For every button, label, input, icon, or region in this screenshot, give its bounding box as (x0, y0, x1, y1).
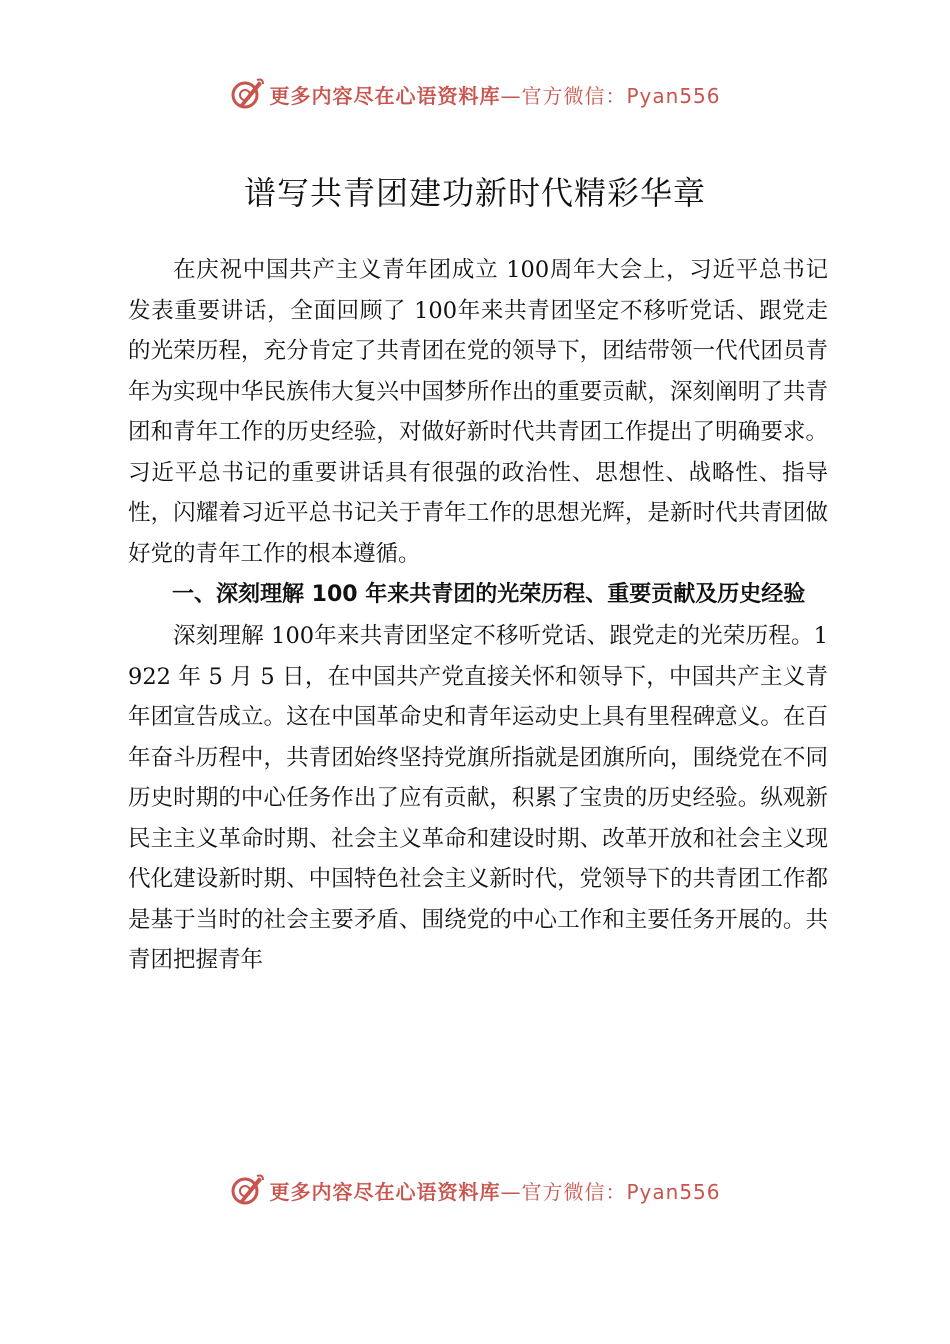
watermark-wechat-id: Pyan556 (626, 83, 721, 108)
watermark-site-name: 更多内容尽在心语资料库 (269, 83, 501, 108)
watermark-wechat-label: 官方微信： (521, 1179, 627, 1204)
watermark-site-name: 更多内容尽在心语资料库 (269, 1179, 501, 1204)
pen-logo-icon (229, 76, 265, 112)
watermark-text (269, 1176, 720, 1205)
document-body (128, 250, 828, 981)
watermark-text (269, 80, 720, 109)
watermark-separator: — (500, 1179, 522, 1204)
watermark-separator: — (500, 83, 522, 108)
page-title: 谱写共青团建功新时代精彩华章 (243, 174, 706, 212)
intro-paragraph: 在庆祝中国共产主义青年团成立 100周年大会上，习近平总书记发表重要讲话，全面回顾了 100年来共青团坚定不移听党话、跟党走的光荣历程，充分肯定了共青团在党的领导下，团结带领一代代团员青年为实现中华民族伟大复兴中国梦所作出的重要贡献，深刻阐明了共青团和青年工作的历史经验，对做好新时代共青团工作提出了明确要求。习近平总书记的重要讲话具有很强的政治性、思想性、战略性、指导性，闪耀着习近平总书记关于青年工作的思想光辉，是新时代共青团做好党的青年工作的根本遵循。 (128, 257, 828, 567)
watermark-wechat-id: Pyan556 (626, 1179, 721, 1204)
footer-watermark (0, 1170, 950, 1210)
pen-logo-icon (229, 1172, 265, 1208)
section-paragraph: 深刻理解 100年来共青团坚定不移听党话、跟党走的光荣历程。1922 年 5 月 5 日，在中国共产党直接关怀和领导下，中国共产主义青年团宣告成立。这在中国革命史和青年运动史上具有里程碑意义。在百年奋斗历程中，共青团始终坚持党旗所指就是团旗所向，围绕党在不同历史时期的中心任务作出了应有贡献，积累了宝贵的历史经验。纵观新民主主义革命时期、社会主义革命和建设时期、改革开放和社会主义现代化建设新时期、中国特色社会主义新时代，党领导下的共青团工作都是基于当时的社会主要矛盾、围绕党的中心工作和主要任务开展的。共青团把握青年 (128, 623, 828, 973)
watermark-wechat-label: 官方微信： (521, 83, 627, 108)
section-heading: 一、深刻理解 100 年来共青团的光荣历程、重要贡献及历史经验 (172, 582, 806, 607)
header-watermark (0, 74, 950, 114)
